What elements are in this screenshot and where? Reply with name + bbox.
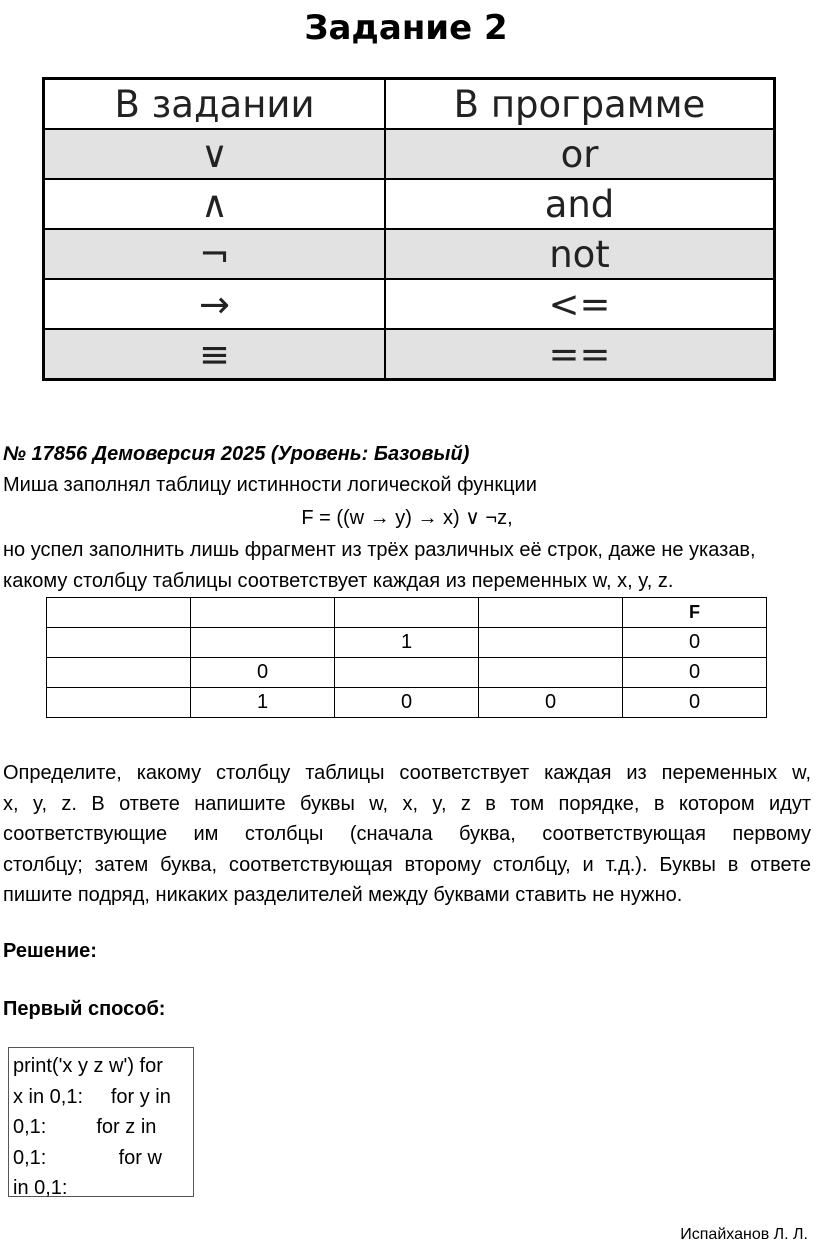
truth-table-row [47,658,767,688]
operators-table-header-row [44,79,775,130]
truth-cell [191,598,335,628]
truth-cell: 1 [335,628,479,658]
truth-cell [47,628,191,658]
truth-cell: 0 [623,658,767,688]
operators-table [42,77,776,381]
truth-cell: 1 [191,688,335,718]
truth-cell: 0 [479,688,623,718]
truth-cell [479,628,623,658]
truth-table-row [47,688,767,718]
operator-symbol: ∧ [44,179,386,229]
truth-cell [191,628,335,658]
operators-header-program: В программе [385,79,775,130]
question-line: Определите, какому столбцу таблицы соответствует каждая из переменных w, [3,762,811,784]
operator-program: or [385,129,775,179]
task-line: но успел заполнить лишь фрагмент из трёх различных её строк, даже не указав, [3,539,756,561]
task-intro: Миша заполнял таблицу истинности логической функции [3,474,537,496]
truth-cell [47,658,191,688]
task-line: какому столбцу таблицы соответствует каждая из переменных w, x, y, z. [3,570,674,592]
task-heading: № 17856 Демоверсия 2025 (Уровень: Базовый) [3,443,470,465]
code-line: x in 0,1: for y in [13,1085,171,1108]
operator-symbol: → [44,279,386,329]
code-box [8,1047,194,1197]
operators-row [44,229,775,279]
operator-program: <= [385,279,775,329]
truth-cell: 0 [191,658,335,688]
code-line: print('x y z w') for [13,1055,163,1077]
question-line: соответствующие им столбцы (сначала буква, соответствующая первому [3,823,811,845]
truth-table-header-row [47,598,767,628]
question-line: пишите подряд, никаких разделителей между буквами ставить не нужно. [3,884,683,906]
operator-symbol: ¬ [44,229,386,279]
truth-table [46,597,767,718]
truth-cell [479,658,623,688]
question-line: x, y, z. В ответе напишите буквы w, x, y, z в том порядке, в котором идут [3,792,811,815]
truth-cell: 0 [335,688,479,718]
operator-program: and [385,179,775,229]
solution-label: Решение: [3,940,97,962]
truth-cell [47,688,191,718]
question-line: столбцу; затем буква, соответствующая второму столбцу, и т.д.). Буквы в ответе [3,853,811,876]
truth-header-f: F [623,598,767,628]
code-line: 0,1: for w [13,1146,162,1169]
truth-cell: 0 [623,688,767,718]
operators-row [44,329,775,380]
method-label: Первый способ: [3,998,166,1020]
operators-header-task: В задании [44,79,386,130]
question-paragraph [3,758,811,911]
author-signature: Испайханов Л. Л. [680,1226,808,1243]
operators-row [44,279,775,329]
truth-cell [47,598,191,628]
operator-program: == [385,329,775,380]
page-title: Задание 2 [304,8,508,48]
operator-program: not [385,229,775,279]
operators-row [44,129,775,179]
truth-cell [479,598,623,628]
truth-cell [335,658,479,688]
code-line: 0,1: for z in [13,1116,157,1138]
task-formula: F = ((w → y) → x) ∨ ¬z, [301,507,513,529]
truth-cell: 0 [623,628,767,658]
operators-row [44,179,775,229]
operator-symbol: ∨ [44,129,386,179]
truth-table-row [47,628,767,658]
operator-symbol: ≡ [44,329,386,380]
code-line: in 0,1: [13,1177,68,1199]
truth-cell [335,598,479,628]
